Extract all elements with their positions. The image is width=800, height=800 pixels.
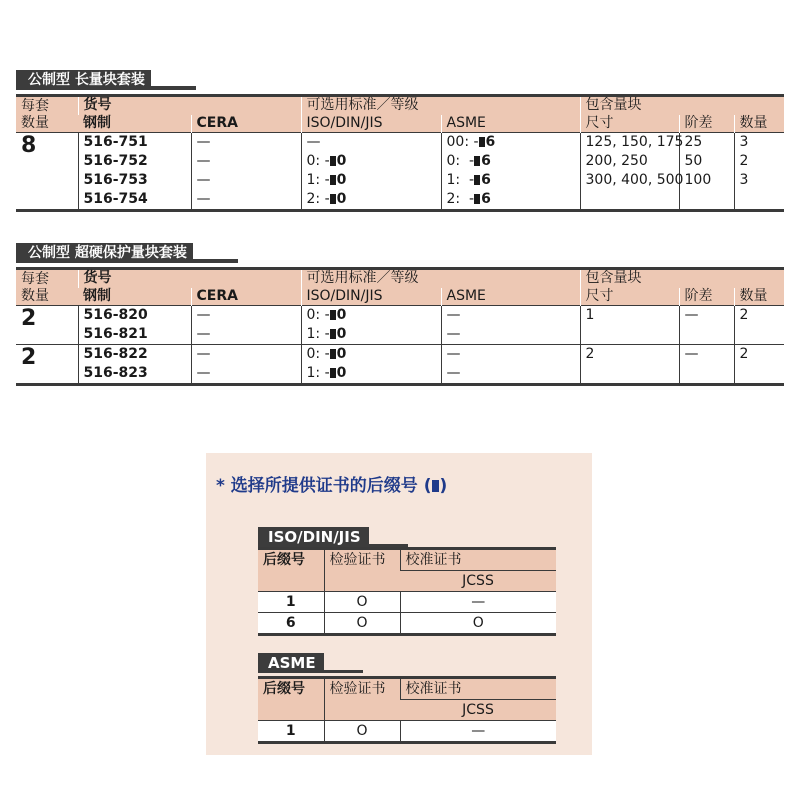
- set-count: 2: [16, 345, 78, 385]
- iso-mini-title: ISO/DIN/JIS: [258, 527, 408, 547]
- cert-row: 6 O O: [258, 613, 556, 635]
- part-no: 516-751: [83, 134, 148, 150]
- calibration-header: 校准证书: [400, 549, 556, 571]
- step-header: 阶差: [679, 288, 734, 306]
- qty-header: 数量: [734, 115, 784, 133]
- size-header: 尺寸: [580, 115, 679, 133]
- jcss-header: JCSS: [400, 700, 556, 721]
- part-no: 516-820: [83, 307, 148, 323]
- inspection-header: 检验证书: [324, 678, 400, 721]
- iso-header: ISO/DIN/JIS: [301, 288, 441, 306]
- suffix-box-icon: [479, 137, 485, 147]
- size-value: 2: [580, 345, 679, 385]
- qty-list: 3 2 3: [734, 133, 784, 211]
- suffix-box-icon: [330, 156, 336, 166]
- suffix-box-icon: [330, 310, 336, 320]
- set-qty-header: 每套 数量: [16, 269, 78, 306]
- suffix-box-icon: [330, 329, 336, 339]
- iso-grade-list: 0: - 0 1: - 0: [301, 306, 441, 345]
- suffix-box-icon: [474, 156, 480, 166]
- asme-header: ASME: [441, 115, 580, 133]
- asme-grade-list: 00: - 6 0: - 6 1: - 6 2: - 6: [441, 133, 580, 211]
- suffix-box-icon: [330, 194, 336, 204]
- title-underline: [150, 86, 196, 90]
- qty-header: 数量: [734, 288, 784, 306]
- step-list: 25 50 100: [679, 133, 734, 211]
- cert-row: 1 O —: [258, 721, 556, 743]
- part-no: 516-753: [83, 172, 148, 188]
- asme-mini-title: ASME: [258, 653, 363, 673]
- part-no-header: 货号: [78, 269, 301, 288]
- standard-header: 可选用标准／等级: [301, 96, 580, 115]
- blocks-header: 包含量块: [580, 96, 784, 115]
- section1-title: [16, 70, 196, 90]
- suffix-box-icon: [474, 175, 480, 185]
- title-underline: [192, 259, 238, 263]
- suffix-header: 后缀号: [258, 549, 324, 592]
- step-value: —: [679, 345, 734, 385]
- suffix-header: 后缀号: [258, 678, 324, 721]
- iso-cert-table: [258, 547, 556, 636]
- steel-part-list: [78, 133, 191, 211]
- part-no: 516-823: [83, 365, 148, 381]
- title-underline: [323, 670, 363, 673]
- iso-grade-list: 0: - 0 1: - 0: [301, 345, 441, 385]
- size-list: 125, 150, 175 200, 250 300, 400, 500: [580, 133, 679, 211]
- cera-list: — —: [191, 345, 301, 385]
- suffix-box-icon: [330, 175, 336, 185]
- suffix-box-icon: [330, 349, 336, 359]
- cert-row: 1 O —: [258, 592, 556, 613]
- set-qty-header: 每套 数量: [16, 96, 78, 133]
- standard-header: 可选用标准／等级: [301, 269, 580, 288]
- section2-table: [16, 267, 784, 386]
- suffix-box-icon: [330, 368, 336, 378]
- steel-header: 钢制: [78, 288, 191, 306]
- note-heading: * 选择所提供证书的后缀号 ( ): [216, 476, 448, 496]
- section2-title: [16, 243, 238, 263]
- part-no: 516-752: [83, 153, 148, 169]
- size-value: 1: [580, 306, 679, 345]
- size-header: 尺寸: [580, 288, 679, 306]
- part-no: 516-821: [83, 326, 148, 342]
- qty-value: 2: [734, 306, 784, 345]
- iso-header: ISO/DIN/JIS: [301, 115, 441, 133]
- part-no: 516-822: [83, 346, 148, 362]
- cera-list: — —: [191, 306, 301, 345]
- steel-part-list: [78, 345, 191, 385]
- jcss-header: JCSS: [400, 571, 556, 592]
- asme-header: ASME: [441, 288, 580, 306]
- part-no-header: 货号: [78, 96, 301, 115]
- part-no: 516-754: [83, 191, 148, 207]
- steel-part-list: [78, 306, 191, 345]
- calibration-header: 校准证书: [400, 678, 556, 700]
- suffix-box-icon: [432, 480, 439, 492]
- asme-cert-table: [258, 676, 556, 744]
- cera-header: CERA: [191, 115, 301, 133]
- section2-title-text: 公制型 超硬保护量块套装: [16, 243, 193, 263]
- set-count: 2: [16, 306, 78, 345]
- section1-table: [16, 94, 784, 212]
- certificate-note: [206, 453, 592, 755]
- asme-grade-list: — —: [441, 306, 580, 345]
- cera-list: — — — —: [191, 133, 301, 211]
- step-header: 阶差: [679, 115, 734, 133]
- steel-header: 钢制: [78, 115, 191, 133]
- section1-title-text: 公制型 长量块套装: [16, 70, 151, 90]
- set-count: 8: [16, 133, 78, 211]
- suffix-box-icon: [474, 194, 480, 204]
- iso-grade-list: — 0: - 0 1: - 0 2: - 0: [301, 133, 441, 211]
- step-value: —: [679, 306, 734, 345]
- inspection-header: 检验证书: [324, 549, 400, 592]
- qty-value: 2: [734, 345, 784, 385]
- asme-grade-list: — —: [441, 345, 580, 385]
- blocks-header: 包含量块: [580, 269, 784, 288]
- cera-header: CERA: [191, 288, 301, 306]
